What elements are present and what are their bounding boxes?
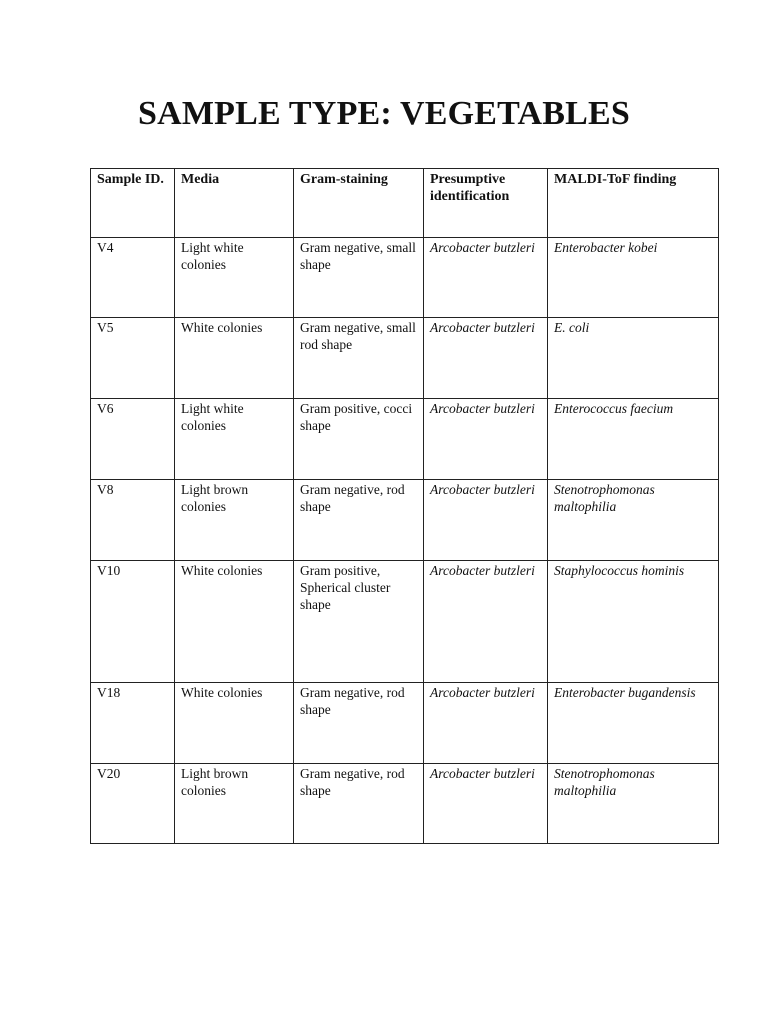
cell-sample-id: V6 xyxy=(91,399,175,480)
cell-maldi: Enterobacter kobei xyxy=(548,238,719,318)
cell-media: White colonies xyxy=(175,683,294,764)
cell-gram-staining: Gram negative, rod shape xyxy=(294,764,424,844)
cell-maldi: Stenotrophomonas maltophilia xyxy=(548,480,719,561)
cell-sample-id: V8 xyxy=(91,480,175,561)
cell-gram-staining: Gram positive, cocci shape xyxy=(294,399,424,480)
cell-sample-id: V10 xyxy=(91,561,175,683)
cell-maldi: Enterococcus faecium xyxy=(548,399,719,480)
cell-media: Light brown colonies xyxy=(175,480,294,561)
cell-media: Light white colonies xyxy=(175,238,294,318)
cell-presumptive: Arcobacter butzleri xyxy=(424,764,548,844)
cell-gram-staining: Gram negative, small shape xyxy=(294,238,424,318)
cell-media: Light brown colonies xyxy=(175,764,294,844)
cell-sample-id: V5 xyxy=(91,318,175,399)
cell-sample-id: V4 xyxy=(91,238,175,318)
cell-gram-staining: Gram negative, rod shape xyxy=(294,683,424,764)
cell-presumptive: Arcobacter butzleri xyxy=(424,318,548,399)
table-row xyxy=(91,318,719,399)
header-media: Media xyxy=(175,169,294,238)
table-row xyxy=(91,764,719,844)
table-row xyxy=(91,480,719,561)
header-sample-id: Sample ID. xyxy=(91,169,175,238)
header-gram-staining: Gram-staining xyxy=(294,169,424,238)
cell-media: Light white colonies xyxy=(175,399,294,480)
results-table xyxy=(90,168,719,844)
cell-maldi: E. coli xyxy=(548,318,719,399)
cell-presumptive: Arcobacter butzleri xyxy=(424,399,548,480)
table-row xyxy=(91,561,719,683)
cell-media: White colonies xyxy=(175,561,294,683)
cell-maldi: Staphylococcus hominis xyxy=(548,561,719,683)
cell-presumptive: Arcobacter butzleri xyxy=(424,683,548,764)
table-row xyxy=(91,683,719,764)
cell-gram-staining: Gram positive, Spherical cluster shape xyxy=(294,561,424,683)
cell-presumptive: Arcobacter butzleri xyxy=(424,561,548,683)
table-row xyxy=(91,238,719,318)
cell-maldi: Enterobacter bugandensis xyxy=(548,683,719,764)
cell-presumptive: Arcobacter butzleri xyxy=(424,238,548,318)
header-presumptive-identification: Presumptive identification xyxy=(424,169,548,238)
header-maldi-tof-finding: MALDI-ToF finding xyxy=(548,169,719,238)
cell-sample-id: V20 xyxy=(91,764,175,844)
table-row xyxy=(91,399,719,480)
cell-presumptive: Arcobacter butzleri xyxy=(424,480,548,561)
cell-maldi: Stenotrophomonas maltophilia xyxy=(548,764,719,844)
cell-gram-staining: Gram negative, rod shape xyxy=(294,480,424,561)
cell-gram-staining: Gram negative, small rod shape xyxy=(294,318,424,399)
cell-media: White colonies xyxy=(175,318,294,399)
cell-sample-id: V18 xyxy=(91,683,175,764)
table-header-row xyxy=(91,169,719,238)
page-title: SAMPLE TYPE: VEGETABLES xyxy=(137,95,631,132)
